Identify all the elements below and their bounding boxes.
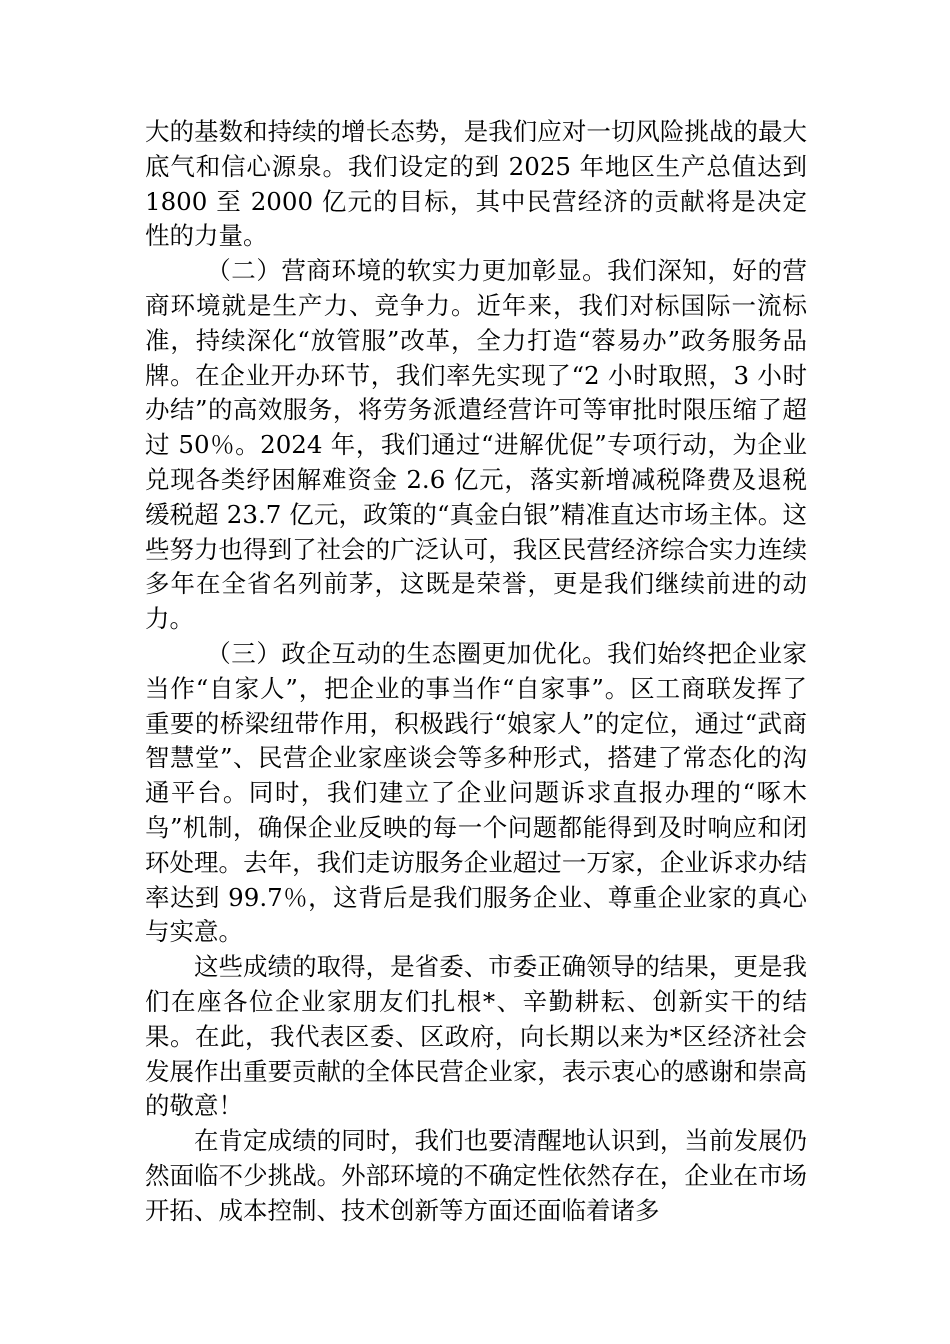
paragraph-thanks: 这些成绩的取得，是省委、市委正确领导的结果，更是我们在座各位企业家朋友们扎根*、辛勤耕耘、创新实干的结果。在此，我代表区委、区政府，向长期以来为*区经济社会发展作出重要贡献的全体民营企业家，表示衷心的感谢和崇高的敬意！ (145, 952, 807, 1121)
paragraph-challenges: 在肯定成绩的同时，我们也要清醒地认识到，当前发展仍然面临不少挑战。外部环境的不确定性依然存在，企业在市场开拓、成本控制、技术创新等方面还面临着诸多 (145, 1126, 807, 1225)
paragraph-business-environment: （二）营商环境的软实力更加彰显。我们深知，好的营商环境就是生产力、竞争力。近年来，我们对标国际一流标准，持续深化“放管服”改革，全力打造“蓉易办”政务服务品牌。在企业开办环节，我们率先实现了“2 小时取照，3 小时办结”的高效服务，将劳务派遣经营许可等审批时限压缩了超过 50％。2024 年，我们通过“进解优促”专项行动，为企业兑现各类纾困解难资金 2.6 亿元，落实新增减税降费及退税缓税超 23.7 亿元，政策的“真金白银”精准直达市场主体。这些努力也得到了社会的广泛认可，我区民营经济综合实力连续多年在全省名列前茅，这既是荣誉，更是我们继续前进的动力。 (145, 256, 807, 634)
paragraph-government-enterprise: （三）政企互动的生态圈更加优化。我们始终把企业家当作“自家人”，把企业的事当作“自家事”。区工商联发挥了重要的桥梁纽带作用，积极践行“娘家人”的定位，通过“武商智慧堂”、民营企业家座谈会等多种形式，搭建了常态化的沟通平台。同时，我们建立了企业问题诉求直报办理的“啄木鸟”机制，确保企业反映的每一个问题都能得到及时响应和闭环处理。去年，我们走访服务企业超过一万家，企业诉求办结率达到 99.7％，这背后是我们服务企业、尊重企业家的真心与实意。 (145, 638, 807, 947)
document-body (145, 115, 807, 1229)
paragraph-continued: 大的基数和持续的增长态势，是我们应对一切风险挑战的最大底气和信心源泉。我们设定的到 2025 年地区生产总值达到 1800 至 2000 亿元的目标，其中民营经济的贡献将是决定性的力量。 (145, 117, 807, 251)
